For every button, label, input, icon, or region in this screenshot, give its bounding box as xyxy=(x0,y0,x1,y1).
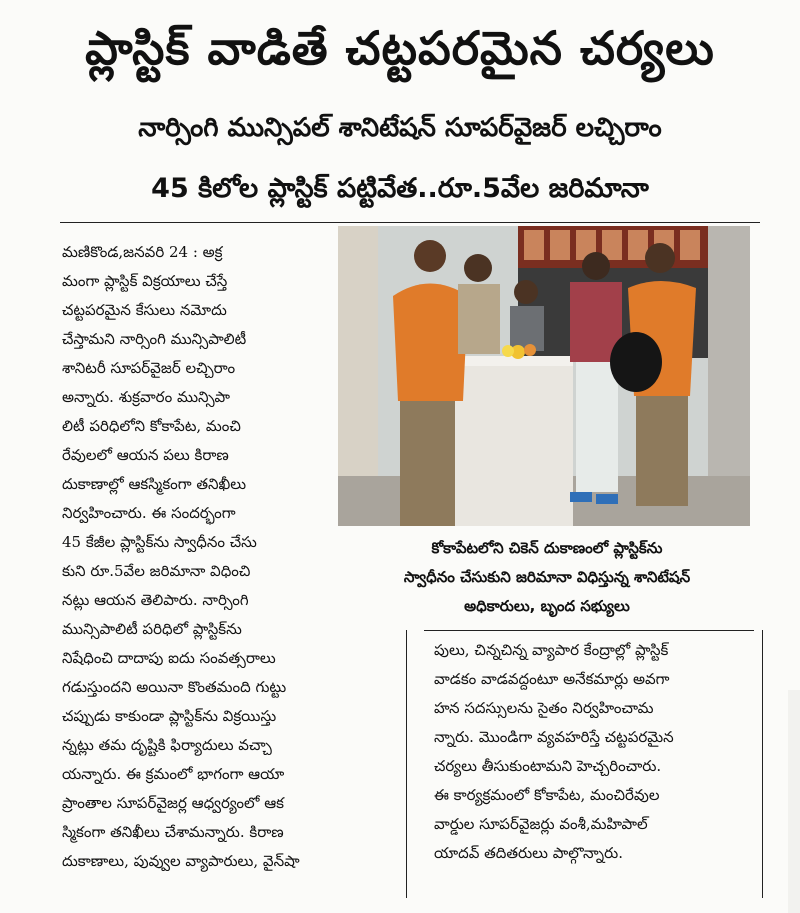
text-line: యాదవ్ తదితరులు పాల్గొన్నారు. xyxy=(434,844,623,862)
text-line: నట్లు ఆయన తెలిపారు. నార్సింగి xyxy=(62,591,249,609)
text-line: గడుస్తుందని అయినా కొంతమంది గుట్టు xyxy=(62,678,287,696)
text-line: ప్రాంతాల సూపర్‌వైజర్ల ఆధ్వర్యంలో ఆక xyxy=(62,794,285,812)
text-line: వార్డుల సూపర్‌వైజర్లు వంశీ,మహిపాల్ xyxy=(434,815,648,833)
caption-line: కోకాపేటలోని చికెన్ దుకాణంలో ప్లాస్టిక్‌ను xyxy=(431,539,663,557)
shop-scene-illustration xyxy=(338,226,750,526)
column-divider-top xyxy=(424,630,754,631)
article-column-1-continued xyxy=(62,615,392,876)
text-line: రేవులలో ఆయన పలు కిరాణ xyxy=(62,446,229,464)
text-line: చర్యలు తీసుకుంటామని హెచ్చరించారు. xyxy=(434,757,662,775)
text-line: చేస్తామని నార్సింగి మున్సిపాలిటీ xyxy=(62,330,247,348)
photo-caption xyxy=(342,534,752,621)
news-photo xyxy=(338,226,750,526)
column-divider-1 xyxy=(406,630,407,898)
text-line: చట్టపరమైన కేసులు నమోదు xyxy=(62,301,227,319)
headline-divider xyxy=(60,222,760,223)
article-subheadline-2: 45 కిలోల ప్లాస్టిక్ పట్టివేత..రూ.5వేల జరిమానా xyxy=(151,173,649,204)
text-line: చప్పుడు కాకుండా ప్లాస్టిక్‌ను విక్రయిస్తు xyxy=(62,707,277,725)
text-line: న్నారు. మొండిగా వ్యవహరిస్తే చట్టపరమైన xyxy=(434,728,674,746)
text-line: మున్సిపాలిటీ పరిధిలో ప్లాస్టిక్‌ను xyxy=(62,620,242,638)
article-column-1 xyxy=(62,238,336,615)
text-line: దుకాణాల్లో ఆకస్మికంగా తనిఖీలు xyxy=(62,475,247,493)
text-line: 45 కేజీల ప్లాస్టిక్‌ను స్వాధీనం చేసు xyxy=(62,533,257,551)
caption-line: అధికారులు, బృంద సభ్యులు xyxy=(464,597,630,615)
text-line: నిర్వహించారు. ఈ సందర్భంగా xyxy=(62,504,236,522)
text-line: న్నట్లు తమ దృష్టికి ఫిర్యాదులు వచ్చా xyxy=(62,736,272,754)
text-line: నిషేధించి దాదాపు ఐదు సంవత్సరాలు xyxy=(62,649,276,667)
adjacent-column-edge xyxy=(788,690,800,913)
caption-line: స్వాధీనం చేసుకుని జరిమానా విధిస్తున్న శానిటేషన్ xyxy=(403,568,691,586)
text-line: పులు, చిన్నచిన్న వ్యాపార కేంద్రాల్లో ప్లాస్టిక్ xyxy=(434,641,669,659)
text-line: శానిటరీ సూపర్‌వైజర్ లచ్చిరాం xyxy=(62,359,236,377)
text-line: వాడకం వాడవద్దంటూ అనేకమార్లు అవగా xyxy=(434,670,670,688)
text-line: స్మికంగా తనిఖీలు చేశామన్నారు. కిరాణ xyxy=(62,823,284,841)
column-divider-2 xyxy=(762,630,763,898)
article-headline: ప్లాస్టిక్ వాడితే చట్టపరమైన చర్యలు xyxy=(85,21,715,75)
article-column-2 xyxy=(434,636,752,868)
text-line: మంగా ప్లాస్టిక్ విక్రయాలు చేస్తే xyxy=(62,272,228,290)
text-line: హన సదస్సులను సైతం నిర్వహించామ xyxy=(434,699,654,717)
text-line: ఈ కార్యక్రమంలో కోకాపేట, మంచిరేవుల xyxy=(434,786,660,804)
text-line: లిటీ పరిధిలోని కోకాపేట, మంచి xyxy=(62,417,241,435)
text-line: అన్నారు. శుక్రవారం మున్సిపా xyxy=(62,388,231,406)
article-subheadline-1: నార్సింగి మున్సిపల్ శానిటేషన్ సూపర్‌వైజర్ లచ్చిరాం xyxy=(138,113,662,143)
text-line: కుని రూ.5వేల జరిమానా విధించి xyxy=(62,562,251,580)
text-line: దుకాణాలు, పువ్వుల వ్యాపారులు, వైన్‌షా xyxy=(62,852,300,870)
text-line: మణికొండ,జనవరి 24 : అక్ర xyxy=(62,243,223,261)
text-line: యన్నారు. ఈ క్రమంలో భాగంగా ఆయా xyxy=(62,765,285,783)
